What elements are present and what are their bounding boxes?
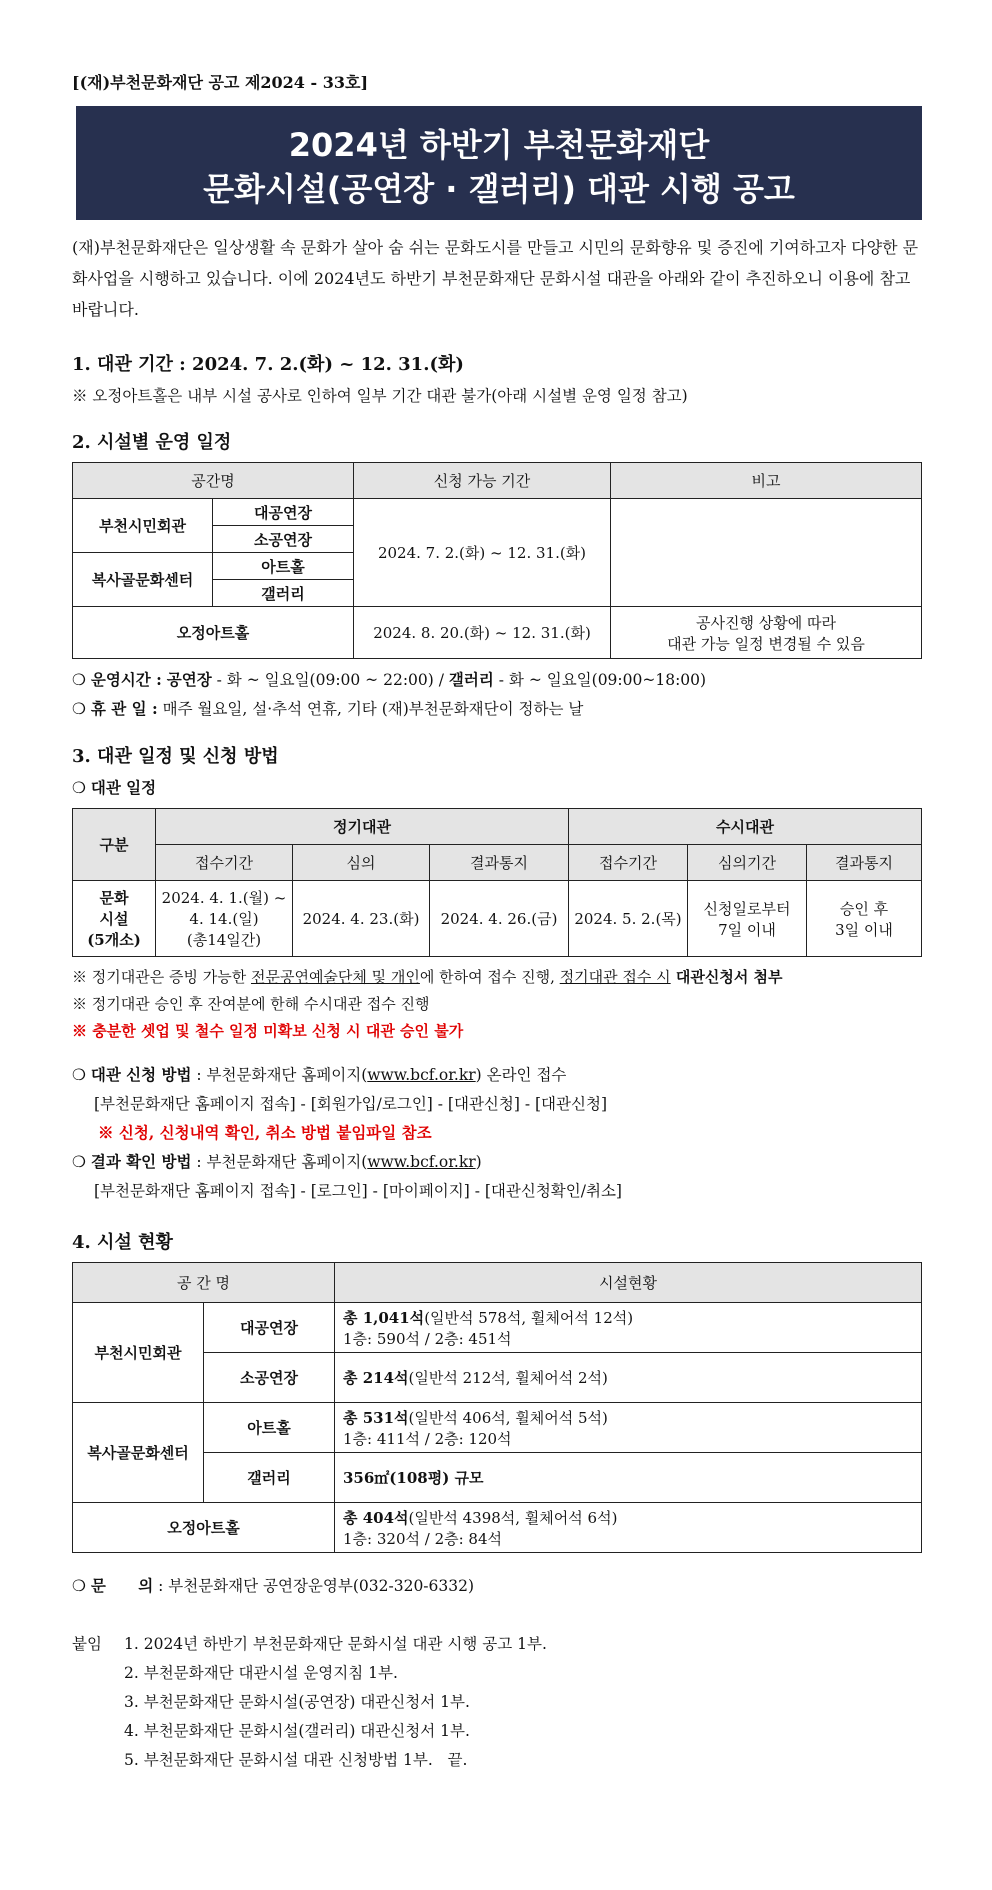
th-o-review: 심의기간	[688, 845, 807, 881]
venue-3: 오정아트홀	[73, 607, 354, 659]
schedule-table	[72, 462, 922, 659]
remark-3-line-2: 대관 가능 일정 변경될 수 있음	[667, 634, 865, 653]
facility-v3-status: 총 404석(일반석 4398석, 휠체어석 6석) 1층: 320석 / 2층: 84석	[335, 1503, 922, 1553]
th-period: 신청 가능 기간	[354, 463, 611, 499]
r-period: 2024. 4. 1.(월) ~ 4. 14.(일) (총14일간)	[156, 881, 293, 957]
th-space: 공 간 명	[73, 1263, 335, 1303]
row-label: 문화 시설 (5개소)	[73, 881, 156, 957]
venue-2: 복사골문화센터	[73, 553, 213, 607]
period-3: 2024. 8. 20.(화) ~ 12. 31.(화)	[354, 607, 611, 659]
r-review: 2024. 4. 23.(화)	[293, 881, 430, 957]
section-3-sub: ❍ 대관 일정	[72, 778, 157, 797]
facility-venue-1: 부천시민회관	[73, 1303, 204, 1403]
th-regular: 정기대관	[156, 809, 569, 845]
th-ondemand: 수시대관	[569, 809, 922, 845]
facility-v1-hall-1: 대공연장	[204, 1303, 335, 1353]
venue-1-hall-1: 대공연장	[213, 499, 354, 526]
section-4-heading: 4. 시설 현황	[72, 1232, 173, 1253]
th-o-period: 접수기간	[569, 845, 688, 881]
attach-item: 2. 부천문화재단 대관시설 운영지침 1부.	[124, 1664, 398, 1682]
result-link[interactable]: www.bcf.or.kr	[367, 1153, 476, 1171]
note-1: ※ 정기대관은 증빙 가능한 전문공연예술단체 및 개인에 한하여 접수 진행, 정기대관 접수 시 대관신청서 첨부	[72, 968, 783, 986]
facility-venue-2: 복사골문화센터	[73, 1403, 204, 1503]
th-r-review: 심의	[293, 845, 430, 881]
apply-path: [부천문화재단 홈페이지 접속] - [회원가입/로그인] - [대관신청] - [대관신청]	[94, 1095, 607, 1113]
venue-1-hall-2: 소공연장	[213, 526, 354, 553]
attach-label: 붙임	[72, 1635, 102, 1653]
apply-link[interactable]: www.bcf.or.kr	[367, 1066, 476, 1084]
attach-item: 5. 부천문화재단 문화시설 대관 신청방법 1부. 끝.	[124, 1751, 468, 1769]
rental-schedule-table	[72, 808, 922, 957]
venue-2-hall-1: 아트홀	[213, 553, 354, 580]
facility-table	[72, 1262, 922, 1553]
remark-1	[611, 499, 922, 607]
apply-method: ❍ 대관 신청 방법 : 부천문화재단 홈페이지(www.bcf.or.kr) 온라인 접수	[72, 1065, 567, 1084]
circle-bullet-icon: ❍	[72, 700, 86, 718]
note-3: ※ 충분한 셋업 및 철수 일정 미확보 신청 시 대관 승인 불가	[72, 1022, 464, 1040]
facility-v2-hall-2: 갤러리	[204, 1453, 335, 1503]
th-r-period: 접수기간	[156, 845, 293, 881]
attach-item: 1. 2024년 하반기 부천문화재단 문화시설 대관 시행 공고 1부.	[124, 1635, 547, 1653]
facility-v1-hall-2: 소공연장	[204, 1353, 335, 1403]
section-3-heading: 3. 대관 일정 및 신청 방법	[72, 746, 279, 767]
closed-days: ❍ 휴 관 일 : 매주 월요일, 설·추석 연휴, 기타 (재)부천문화재단이 정하는 날	[72, 699, 584, 718]
attach-item: 3. 부천문화재단 문화시설(공연장) 대관신청서 1부.	[124, 1693, 470, 1711]
th-gubun: 구분	[73, 809, 156, 881]
o-result: 승인 후 3일 이내	[807, 881, 922, 957]
remark-3	[611, 607, 922, 659]
circle-bullet-icon: ❍	[72, 1066, 86, 1084]
intro-paragraph: (재)부천문화재단은 일상생활 속 문화가 살아 숨 쉬는 문화도시를 만들고 시민의 문화향유 및 증진에 기여하고자 다양한 문화사업을 시행하고 있습니다. 이에 2024년도 하반기 부천문화재단 문화시설 대관을 아래와 같이 추진하오니 이용에 참고 바랍니다.	[72, 238, 919, 319]
th-status: 시설현황	[335, 1263, 922, 1303]
circle-bullet-icon: ❍	[72, 671, 86, 689]
facility-v2-hall-1-status: 총 531석(일반석 406석, 휠체어석 5석) 1층: 411석 / 2층: 120석	[335, 1403, 922, 1453]
th-r-result: 결과통지	[430, 845, 569, 881]
o-review: 신청일로부터 7일 이내	[688, 881, 807, 957]
r-result: 2024. 4. 26.(금)	[430, 881, 569, 957]
o-period: 2024. 5. 2.(목)	[569, 881, 688, 957]
venue-2-hall-2: 갤러리	[213, 580, 354, 607]
attach-item: 4. 부천문화재단 문화시설(갤러리) 대관신청서 1부.	[124, 1722, 470, 1740]
remark-3-line-1: 공사진행 상황에 따라	[696, 613, 836, 632]
th-o-result: 결과통지	[807, 845, 922, 881]
facility-v2-hall-2-status: 356㎡(108평) 규모	[335, 1453, 922, 1503]
section-1-note: ※ 오정아트홀은 내부 시설 공사로 인하여 일부 기간 대관 불가(아래 시설별 운영 일정 참고)	[72, 387, 688, 405]
operating-hours: ❍ 운영시간 : 공연장 - 화 ~ 일요일(09:00 ~ 22:00) / 갤러리 - 화 ~ 일요일(09:00~18:00)	[72, 670, 707, 689]
notice-number: [(재)부천문화재단 공고 제2024 - 33호]	[72, 73, 369, 92]
period-1: 2024. 7. 2.(화) ~ 12. 31.(화)	[354, 499, 611, 607]
circle-bullet-icon: ❍	[72, 1577, 86, 1595]
facility-venue-3: 오정아트홀	[73, 1503, 335, 1553]
circle-bullet-icon: ❍	[72, 1153, 86, 1171]
title-line-2: 문화시설(공연장 · 갤러리) 대관 시행 공고	[203, 170, 795, 208]
facility-v1-hall-1-status: 총 1,041석(일반석 578석, 휠체어석 12석) 1층: 590석 / 2층: 451석	[335, 1303, 922, 1353]
section-1-heading: 1. 대관 기간 : 2024. 7. 2.(화) ~ 12. 31.(화)	[72, 354, 464, 375]
note-2: ※ 정기대관 승인 후 잔여분에 한해 수시대관 접수 진행	[72, 995, 430, 1013]
th-venue: 공간명	[73, 463, 354, 499]
facility-v2-hall-1: 아트홀	[204, 1403, 335, 1453]
result-method: ❍ 결과 확인 방법 : 부천문화재단 홈페이지(www.bcf.or.kr)	[72, 1152, 482, 1171]
title-line-1: 2024년 하반기 부천문화재단	[288, 126, 710, 164]
venue-1: 부천시민회관	[73, 499, 213, 553]
section-2-heading: 2. 시설별 운영 일정	[72, 432, 232, 453]
apply-note: ※ 신청, 신청내역 확인, 취소 방법 붙임파일 참조	[98, 1123, 432, 1142]
result-path: [부천문화재단 홈페이지 접속] - [로그인] - [마이페이지] - [대관신청확인/취소]	[94, 1182, 622, 1200]
th-remark: 비고	[611, 463, 922, 499]
circle-bullet-icon: ❍	[72, 779, 86, 797]
facility-v1-hall-2-status: 총 214석(일반석 212석, 휠체어석 2석)	[335, 1353, 922, 1403]
contact: ❍ 문 의 : 부천문화재단 공연장운영부(032-320-6332)	[72, 1576, 475, 1595]
title-banner	[76, 106, 922, 220]
